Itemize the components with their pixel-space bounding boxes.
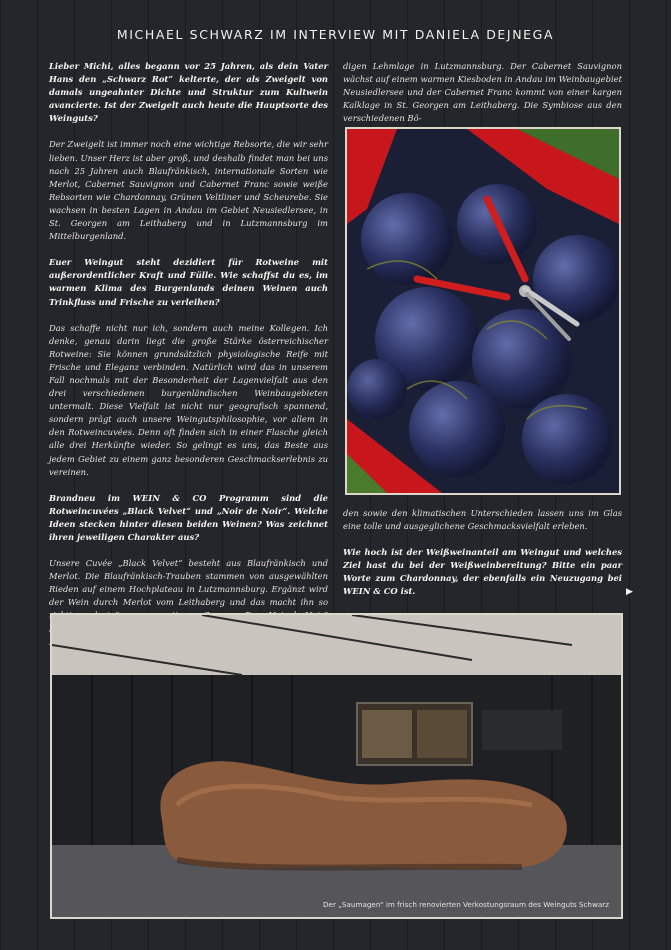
headline: MICHAEL SCHWARZ IM INTERVIEW MIT DANIELA DEJNEGA [116,27,555,42]
answer-1: Der Zweigelt ist immer noch eine wichtige Rebsorte, die wir sehr lieben. Unser Herz ist aber groß, und deshalb findet man bei uns nach 25 Jahren auch Blaufränkisch, internationale Sorten wie Merlot, Cabernet Sauvignon und Cabernet Franc sowie weiße Rebsorten wie Chardonnay, Grünen Veltliner und Scheurebe. Sie wachsen in besten Lagen in Andau im Gebiet Neusiedlersee, in St. Georgen am Leithaberg und in Lutzmannsburg im Mittelburgenland. [49,139,328,242]
question-1: Lieber Michi, alles begann vor 25 Jahren, als dein Vater Hans den „Schwarz Rot“ kelterte, der als Zweigelt von damals ungeahnter Dichte und Struktur zum Kultwein avancierte. Ist der Zweigelt auch heute die Hauptsorte des Weinguts? [49,61,328,124]
answer-3-continued: digen Lehmlage in Lutzmannsburg. Der Cabernet Sauvignon wächst auf einem warmen Kiesboden in Andau im Weinbaugebiet Neusiedlersee und der Cabernet Franc kommt von einer kargen Kalklage in St. Georgen am Leithaberg. Die Symbiose aus den verschiedenen Bö- [343,61,622,124]
answer-2: Das schaffe nicht nur ich, sondern auch meine Kollegen. Ich denke, genau darin liegt die große Stärke österreichischer Rotweine: Sie können grundsätzlich physiologische Reife mit Frische und Eleganz verbinden. Natürlich wird das in unserem Fall nochmals mit der Besonderheit der Lagenvielfalt aus den drei verschiedenen burgenländischen Weinbaugebieten untermalt. Diese Vielfalt ist nicht nur geografisch spannend, sondern prägt auch unsere Weingutsphilosophie, vor allem in den Rotweincuvées. Denn oft finden sich in einer Flasche gleich alle drei Herkünfte wieder. So gelingt es uns, das Beste aus jedem Gebiet zu einem ganz besonderen Geschmackserlebnis zu vereinen. [49,322,328,477]
question-4: Wie hoch ist der Weißweinanteil am Weingut und welches Ziel hast du bei der Weißweinbereitung? Bitte ein paar Worte zum Chardonnay, der ebenfalls ein Neuzugang bei WEIN & CO ist. [343,547,622,597]
answer-3-end: den sowie den klimatischen Unterschieden lassen uns im Glas eine tolle und ausgeglichene Geschmacksvielfalt erleben. [343,508,622,532]
photo-caption: Der „Saumagen“ im frisch renovierten Verkostungsraum des Weinguts Schwarz [323,900,609,909]
tasting-room-photo [50,613,623,919]
question-2: Euer Weingut steht dezidiert für Rotweine mit außerordentlicher Kraft und Fülle. Wie schaffst du es, im warmen Klima des Burgenlands deinen Weinen auch Trinkfluss und Frische zu verleihen? [49,257,328,307]
grape-harvest-illustration [347,129,619,493]
continue-arrow-icon: ▶ [626,587,633,597]
answer-3: Unsere Cuvée „Black Velvet“ besteht aus Blaufränkisch und Merlot. Die Blaufränkisch-Trauben stammen von ausgewählten Rieden auf einem Hochplateau in Lutzmannsburg. Ergänzt wird der Wein durch Merlot vom Leithaberg und das macht ihn so [49,558,328,608]
question-3: Brandneu im WEIN & CO Programm sind die Rotweincuvées „Black Velvet“ und „Noir de Noir“. Welche Ideen stecken hinter diesen beiden Weinen? Was zeichnet ihren jeweiligen Charakter aus? [49,492,328,542]
right-column-bottom [343,507,622,612]
left-column [49,60,328,662]
tasting-room-illustration [52,615,621,917]
grape-harvest-photo [345,127,621,495]
